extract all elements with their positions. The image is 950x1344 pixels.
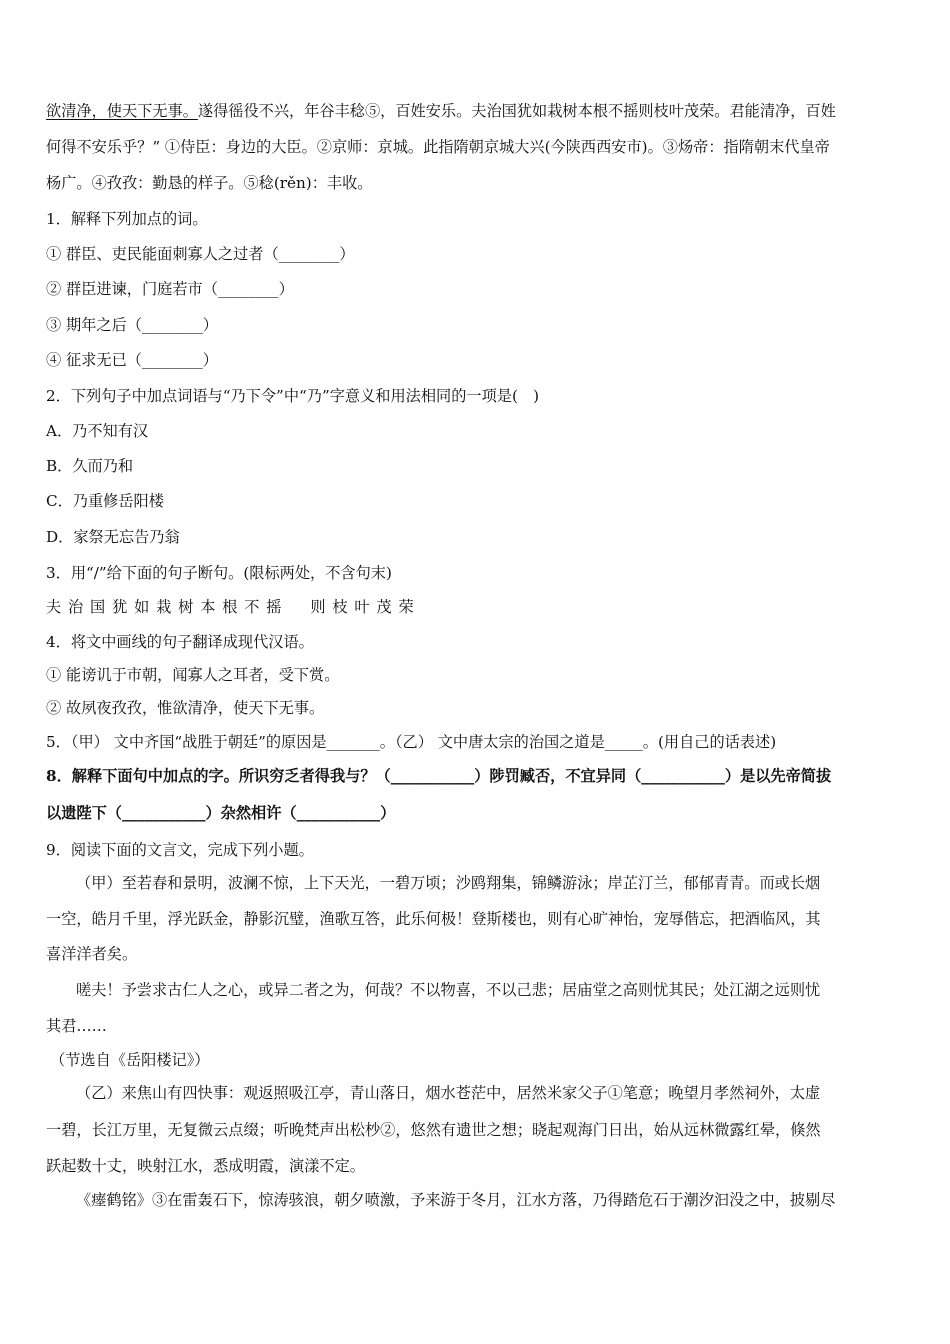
passage-yi-line: 跃起数十丈，映射江水，悉成明霞，演漾不定。: [46, 1157, 365, 1175]
question-1-item: ② 群臣进谏，门庭若市（________）: [46, 280, 294, 298]
question-2-stem: 2．下列句子中加点词语与“乃下令”中“乃”字意义和用法相同的一项是( ): [46, 387, 540, 405]
annotation-line: 何得不安乐乎？” ①侍臣：身边的大臣。②京师：京城。此指隋朝京城大兴(今陕西西安市)。③炀帝：指隋朝末代皇帝: [46, 138, 830, 156]
passage-line: [46, 101, 836, 121]
question-3-stem: 3．用“/”给下面的句子断句。(限标两处，不含句末): [46, 564, 392, 582]
question-5: 5．（甲） 文中齐国“战胜于朝廷”的原因是_______。（乙） 文中唐太宗的治国之道是_____。(用自己的话表述): [46, 733, 777, 751]
passage-jia-line: 一空，皓月千里，浮光跃金，静影沉璧，渔歌互答，此乐何极！登斯楼也，则有心旷神怡，宠辱偕忘，把酒临风，其: [46, 910, 821, 928]
passage-jia-line: 嗟夫！予尝求古仁人之心，或异二者之为，何哉？不以物喜，不以己悲；居庙堂之高则忧其民；处江湖之远则忧: [76, 981, 821, 999]
passage-yi-line: 《瘗鹤铭》③在雷轰石下，惊涛骇浪，朝夕喷激，予来游于冬月，江水方落，乃得踏危石于潮汐汩没之中，披剔尽: [76, 1191, 836, 1209]
question-1-item: ④ 征求无已（________）: [46, 351, 218, 369]
option-b: B．久而乃和: [46, 457, 134, 475]
passage-yi-line: （乙）来焦山有四快事：观返照吸江亭，青山落日，烟水苍茫中，居然米家父子①笔意；晚望月孝然祠外，太虚: [76, 1084, 821, 1102]
annotation-line: 杨广。④孜孜：勤恳的样子。⑤稔(rěn)：丰收。: [46, 174, 373, 192]
passage-yi-line: 一碧，长江万里，无复微云点缀；听晚梵声出松杪②，悠然有遗世之想；晓起观海门日出，始从远林微露红晕，倏然: [46, 1121, 821, 1139]
question-1-item: ③ 期年之后（________）: [46, 316, 218, 334]
source-note: （节选自《岳阳楼记》）: [50, 1051, 210, 1069]
question-8: 8．解释下面句中加点的字。所识穷乏者得我与？（___________）陟罚臧否，不宜异同（___________）是以先帝简拔: [46, 767, 832, 785]
passage-jia-line: （甲）至若春和景明，波澜不惊，上下天光，一碧万顷；沙鸥翔集，锦鳞游泳；岸芷汀兰，郁郁青青。而或长烟: [76, 874, 821, 892]
question-4-stem: 4．将文中画线的句子翻译成现代汉语。: [46, 633, 314, 651]
question-3-sentence: 夫治国犹如栽树本根不摇 则枝叶茂荣: [46, 598, 421, 616]
option-a: A．乃不知有汉: [46, 422, 149, 440]
question-4-item: ① 能谤讥于市朝，闻寡人之耳者，受下赏。: [46, 666, 340, 684]
underlined-sentence: 欲清净，使天下无事。: [46, 102, 198, 120]
option-c: C．乃重修岳阳楼: [46, 492, 164, 510]
question-8-cont: 以遗陛下（___________）杂然相许（___________）: [46, 804, 396, 822]
question-1-stem: 1．解释下列加点的词。: [46, 210, 208, 228]
passage-text: 遂得徭役不兴，年谷丰稔⑤，百姓安乐。夫治国犹如栽树本根不摇则枝叶茂荣。君能清净，百姓: [197, 102, 836, 120]
question-1-item: ① 群臣、吏民能面刺寡人之过者（________）: [46, 245, 355, 263]
passage-jia-line: 其君……: [46, 1017, 107, 1035]
passage-jia-line: 喜洋洋者矣。: [46, 945, 138, 963]
question-4-item: ② 故夙夜孜孜，惟欲清净，使天下无事。: [46, 699, 325, 717]
option-d: D．家祭无忘告乃翁: [46, 528, 180, 546]
question-9-stem: 9．阅读下面的文言文，完成下列小题。: [46, 841, 314, 859]
